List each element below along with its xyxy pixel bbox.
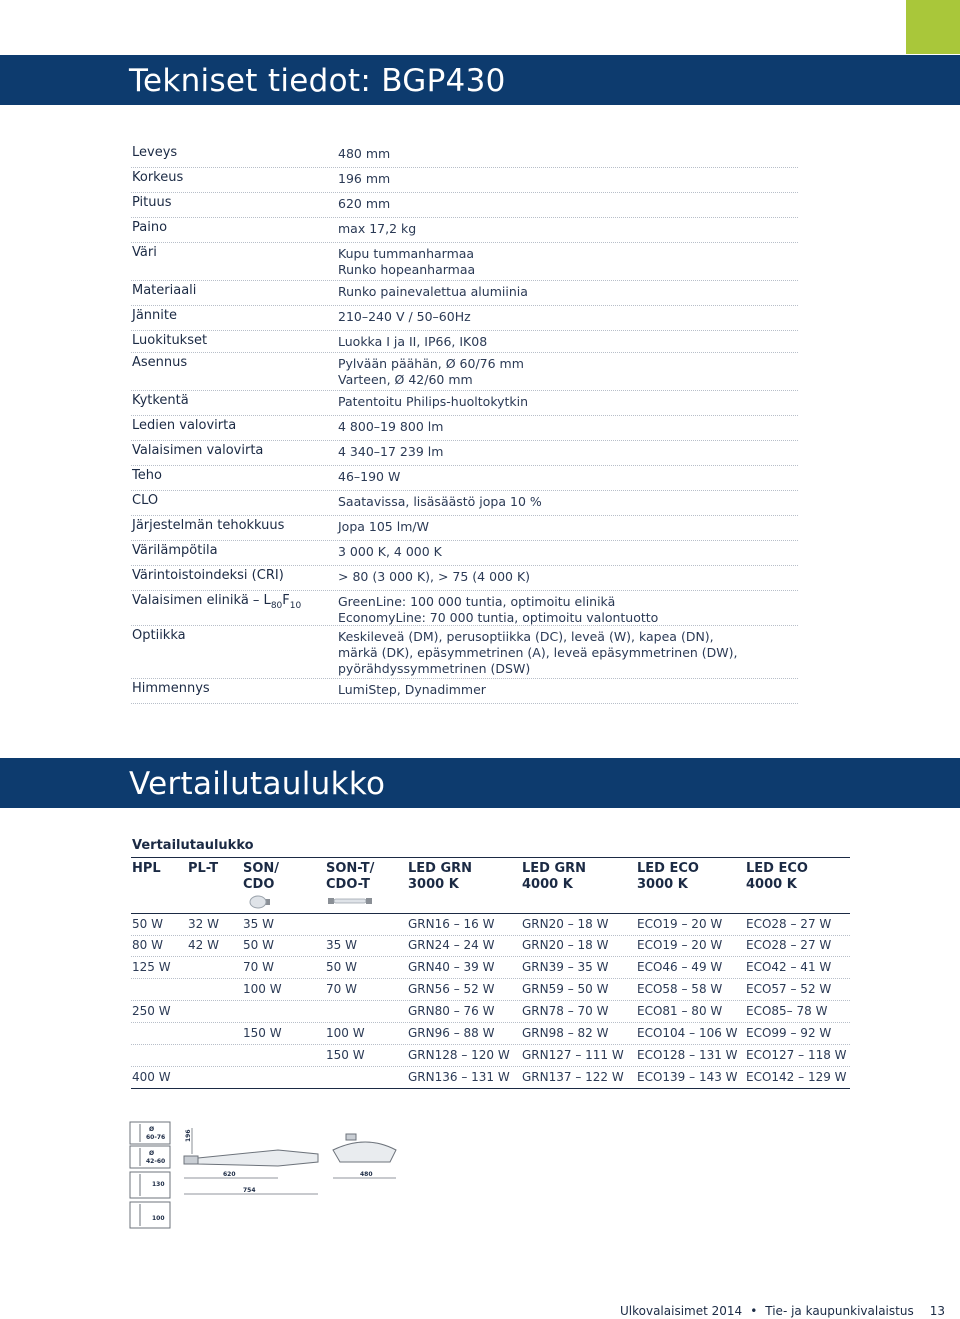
spec-label: Himmennys (132, 681, 210, 696)
table-cell: GRN78 – 70 W (522, 1004, 609, 1018)
spec-value-line: 46–190 W (338, 469, 401, 484)
spec-value (338, 196, 390, 212)
spec-label: CLO (132, 493, 159, 508)
table-cell: GRN20 – 18 W (522, 917, 609, 931)
table-cell: ECO28 – 27 W (746, 917, 832, 931)
table-cell: ECO104 – 106 W (637, 1026, 738, 1040)
spec-value-line: märkä (DK), epäsymmetrinen (A), leveä epäsymmetrinen (DW), (338, 645, 738, 660)
spec-row (131, 192, 798, 218)
table-cell: ECO19 – 20 W (637, 938, 723, 952)
drawing-label: 60-76 (146, 1134, 166, 1141)
spec-label: Optiikka (132, 628, 186, 643)
spec-label: Väri (132, 245, 157, 260)
table-cell: GRN136 – 131 W (408, 1070, 510, 1084)
table-cell: GRN127 – 111 W (522, 1048, 624, 1062)
footer-separator: • (750, 1304, 758, 1318)
spec-row (131, 167, 798, 193)
spec-row (131, 352, 798, 391)
spec-row (131, 678, 798, 704)
table-cell: 125 W (132, 960, 171, 974)
table-cell: ECO85– 78 W (746, 1004, 828, 1018)
table-cell: GRN96 – 88 W (408, 1026, 495, 1040)
section-band (0, 758, 960, 808)
spec-value-line: Runko painevalettua alumiinia (338, 284, 528, 299)
table-cell: 100 W (243, 982, 282, 996)
table-cell: ECO58 – 58 W (637, 982, 723, 996)
spec-label: Ledien valovirta (132, 418, 237, 433)
column-header: PL-T (188, 861, 219, 876)
spec-value-line: pyörähdyssymmetrinen (DSW) (338, 661, 531, 676)
spec-value-line: max 17,2 kg (338, 221, 417, 236)
table-cell: 400 W (132, 1070, 171, 1084)
table-title: Vertailutaulukko (132, 838, 254, 853)
spec-label: Korkeus (132, 170, 184, 185)
spec-value-line: Luokka I ja II, IP66, IK08 (338, 334, 488, 349)
table-cell: 50 W (132, 917, 163, 931)
spec-label: Valaisimen valovirta (132, 443, 264, 458)
spec-value-line: 620 mm (338, 196, 391, 211)
column-header: SON-T/ CDO-T (326, 861, 375, 892)
spec-value (338, 444, 443, 460)
drawing-label: 42-60 (146, 1158, 166, 1165)
spec-value-line: GreenLine: 100 000 tuntia, optimoitu elinikä (338, 594, 616, 609)
table-cell: GRN80 – 76 W (408, 1004, 495, 1018)
spec-value (338, 494, 542, 510)
spec-value (338, 469, 400, 485)
page-footer (620, 1304, 945, 1318)
spec-value-line: EconomyLine: 70 000 tuntia, optimoitu valontuotto (338, 610, 659, 625)
spec-value-line: Kupu tummanharmaa (338, 246, 475, 261)
spec-value (338, 309, 471, 325)
column-header: HPL (132, 861, 161, 876)
spec-value-line: 3 000 K, 4 000 K (338, 544, 442, 559)
son-t-cdo-t-lamp-icon (327, 895, 373, 907)
spec-row (131, 305, 798, 331)
table-cell: GRN137 – 122 W (522, 1070, 624, 1084)
column-header: SON/ CDO (243, 861, 280, 892)
spec-value (338, 519, 429, 535)
column-header: LED GRN 3000 K (408, 861, 473, 892)
drawing-label: Ø (149, 1150, 155, 1157)
spec-value-line: Patentoitu Philips-huoltokytkin (338, 394, 529, 409)
table-cell: 50 W (326, 960, 357, 974)
spec-label: Leveys (132, 145, 178, 160)
table-row (131, 913, 850, 936)
spec-value-line: Saatavissa, lisäsäästö jopa 10 % (338, 494, 542, 509)
spec-value (338, 146, 390, 162)
drawing-label: 196 (185, 1129, 192, 1142)
drawing-label: 100 (152, 1215, 165, 1222)
spec-row (131, 565, 798, 591)
section-title: Vertailutaulukko (129, 766, 386, 802)
column-header: LED ECO 4000 K (746, 861, 808, 892)
table-cell: ECO81 – 80 W (637, 1004, 723, 1018)
spec-value-line: 196 mm (338, 171, 391, 186)
spec-label: Järjestelmän tehokkuus (132, 518, 285, 533)
spec-value-line: Varteen, Ø 42/60 mm (338, 372, 473, 387)
spec-label: Jännite (132, 308, 177, 323)
table-cell: 70 W (326, 982, 357, 996)
title-band (0, 55, 960, 105)
spec-row (131, 465, 798, 491)
spec-value-line: Pylvään päähän, Ø 60/76 mm (338, 356, 524, 371)
spec-row (131, 625, 798, 679)
spec-value-line: Keskileveä (DM), perusoptiikka (DC), leveä (W), kapea (DN), (338, 629, 714, 644)
footer-section: Tie- ja kaupunkivalaistus (765, 1304, 914, 1318)
column-header: LED GRN 4000 K (522, 861, 587, 892)
table-cell: 35 W (326, 938, 357, 952)
table-cell: 150 W (326, 1048, 365, 1062)
spec-row (131, 490, 798, 516)
table-cell: GRN24 – 24 W (408, 938, 495, 952)
spec-value-line: > 80 (3 000 K), > 75 (4 000 K) (338, 569, 531, 584)
spec-label: Värintoistoindeksi (CRI) (132, 568, 284, 583)
table-row (131, 979, 850, 1001)
table-cell: ECO99 – 92 W (746, 1026, 832, 1040)
table-cell: ECO28 – 27 W (746, 938, 832, 952)
spec-row (131, 515, 798, 541)
table-cell: ECO139 – 143 W (637, 1070, 738, 1084)
spec-label: Pituus (132, 195, 172, 210)
table-row (131, 935, 850, 957)
drawing-label: 480 (360, 1171, 373, 1178)
column-header: LED ECO 3000 K (637, 861, 699, 892)
spec-value (338, 629, 738, 677)
table-cell: ECO19 – 20 W (637, 917, 723, 931)
spec-value (338, 171, 390, 187)
table-cell: 50 W (243, 938, 274, 952)
table-top-rule (131, 857, 850, 858)
spec-row (131, 217, 798, 243)
spec-row (131, 440, 798, 466)
table-cell: GRN16 – 16 W (408, 917, 495, 931)
spec-row (131, 390, 798, 416)
spec-row (131, 142, 798, 168)
spec-row (131, 540, 798, 566)
spec-value-line: Jopa 105 lm/W (338, 519, 429, 534)
spec-label: Paino (132, 220, 168, 235)
table-cell: 42 W (188, 938, 219, 952)
spec-value (338, 419, 443, 435)
footer-publication: Ulkovalaisimet 2014 (620, 1304, 743, 1318)
spec-label: Värilämpötila (132, 543, 218, 558)
table-row (131, 1045, 850, 1067)
spec-label: Materiaali (132, 283, 197, 298)
spec-row (131, 242, 798, 281)
table-cell: ECO57 – 52 W (746, 982, 832, 996)
spec-row (131, 590, 798, 626)
drawing-label: 620 (223, 1171, 236, 1178)
table-cell: 100 W (326, 1026, 365, 1040)
table-row (131, 1067, 850, 1089)
spec-value (338, 221, 416, 237)
table-cell: 80 W (132, 938, 163, 952)
table-cell: ECO46 – 49 W (637, 960, 723, 974)
son-cdo-lamp-icon (249, 893, 271, 911)
table-row (131, 957, 850, 979)
table-cell: ECO128 – 131 W (637, 1048, 738, 1062)
table-cell: GRN128 – 120 W (408, 1048, 510, 1062)
spec-row (131, 330, 798, 353)
spec-value-line: 4 340–17 239 lm (338, 444, 444, 459)
dimension-drawing (128, 1120, 398, 1232)
spec-value (338, 246, 475, 278)
spec-row (131, 280, 798, 306)
page-title: Tekniset tiedot: BGP430 (129, 63, 506, 99)
accent-block (906, 0, 960, 54)
table-cell: GRN98 – 82 W (522, 1026, 609, 1040)
spec-label: Kytkentä (132, 393, 189, 408)
spec-value (338, 682, 486, 698)
spec-value-line: 4 800–19 800 lm (338, 419, 444, 434)
drawing-label: 754 (243, 1187, 256, 1194)
spec-value-line: 480 mm (338, 146, 391, 161)
table-cell: 250 W (132, 1004, 171, 1018)
table-cell: GRN40 – 39 W (408, 960, 495, 974)
spec-row (131, 415, 798, 441)
table-cell: GRN39 – 35 W (522, 960, 609, 974)
spec-value (338, 334, 487, 350)
table-row (131, 1023, 850, 1045)
spec-value (338, 594, 658, 626)
spec-value-line: Runko hopeanharmaa (338, 262, 476, 277)
spec-label: Luokitukset (132, 333, 208, 348)
drawing-label: 130 (152, 1181, 165, 1188)
table-cell: GRN59 – 50 W (522, 982, 609, 996)
spec-label: Teho (132, 468, 162, 483)
drawing-label: Ø (149, 1126, 155, 1133)
spec-value (338, 394, 528, 410)
table-row (131, 1001, 850, 1023)
spec-value (338, 356, 524, 388)
table-cell: ECO142 – 129 W (746, 1070, 847, 1084)
table-cell: ECO127 – 118 W (746, 1048, 847, 1062)
spec-value (338, 544, 442, 560)
table-cell: 150 W (243, 1026, 282, 1040)
spec-label: Valaisimen elinikä – $L_{80}F_{10}$ (132, 593, 302, 611)
table-cell: ECO42 – 41 W (746, 960, 832, 974)
page-number: 13 (929, 1304, 945, 1318)
table-cell: 35 W (243, 917, 274, 931)
table-cell: 32 W (188, 917, 219, 931)
table-cell: 70 W (243, 960, 274, 974)
table-cell: GRN20 – 18 W (522, 938, 609, 952)
spec-value (338, 284, 528, 300)
spec-value-line: LumiStep, Dynadimmer (338, 682, 486, 697)
spec-value-line: 210–240 V / 50–60Hz (338, 309, 471, 324)
spec-label: Asennus (132, 355, 188, 370)
table-cell: GRN56 – 52 W (408, 982, 495, 996)
spec-value (338, 569, 530, 585)
